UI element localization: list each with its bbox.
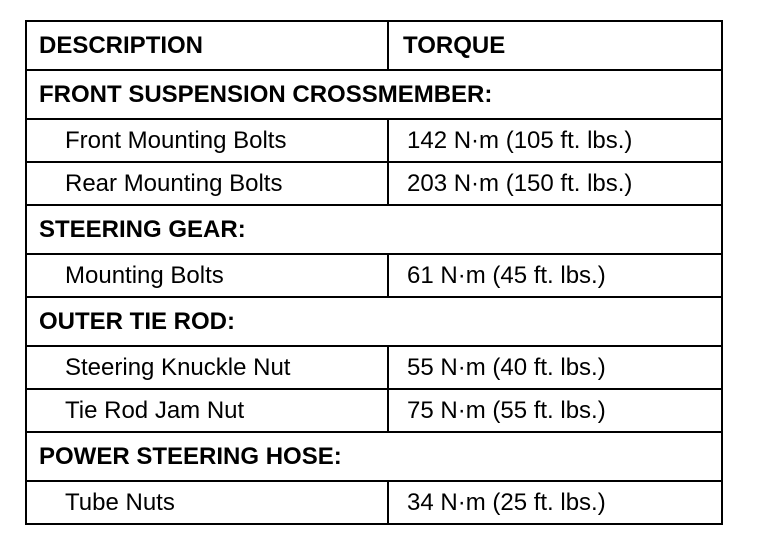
section-row-front-suspension-crossmember: [26, 70, 722, 119]
item-torque: 75 N·m (55 ft. lbs.): [388, 389, 722, 432]
item-description: Tube Nuts: [26, 481, 388, 524]
item-torque: 34 N·m (25 ft. lbs.): [388, 481, 722, 524]
table-row: [26, 389, 722, 432]
torque-spec-table: [25, 20, 723, 525]
item-description: Tie Rod Jam Nut: [26, 389, 388, 432]
section-title: POWER STEERING HOSE:: [26, 432, 722, 481]
column-header-torque: TORQUE: [388, 21, 722, 70]
table-header-row: [26, 21, 722, 70]
item-torque: 142 N·m (105 ft. lbs.): [388, 119, 722, 162]
section-title: OUTER TIE ROD:: [26, 297, 722, 346]
item-description: Rear Mounting Bolts: [26, 162, 388, 205]
item-torque: 55 N·m (40 ft. lbs.): [388, 346, 722, 389]
section-row-outer-tie-rod: [26, 297, 722, 346]
table-row: [26, 254, 722, 297]
table-row: [26, 346, 722, 389]
section-row-power-steering-hose: [26, 432, 722, 481]
item-description: Steering Knuckle Nut: [26, 346, 388, 389]
item-description: Mounting Bolts: [26, 254, 388, 297]
column-header-description: DESCRIPTION: [26, 21, 388, 70]
table-row: [26, 162, 722, 205]
section-row-steering-gear: [26, 205, 722, 254]
section-title: FRONT SUSPENSION CROSSMEMBER:: [26, 70, 722, 119]
item-description: Front Mounting Bolts: [26, 119, 388, 162]
table-row: [26, 481, 722, 524]
item-torque: 61 N·m (45 ft. lbs.): [388, 254, 722, 297]
section-title: STEERING GEAR:: [26, 205, 722, 254]
item-torque: 203 N·m (150 ft. lbs.): [388, 162, 722, 205]
table-row: [26, 119, 722, 162]
